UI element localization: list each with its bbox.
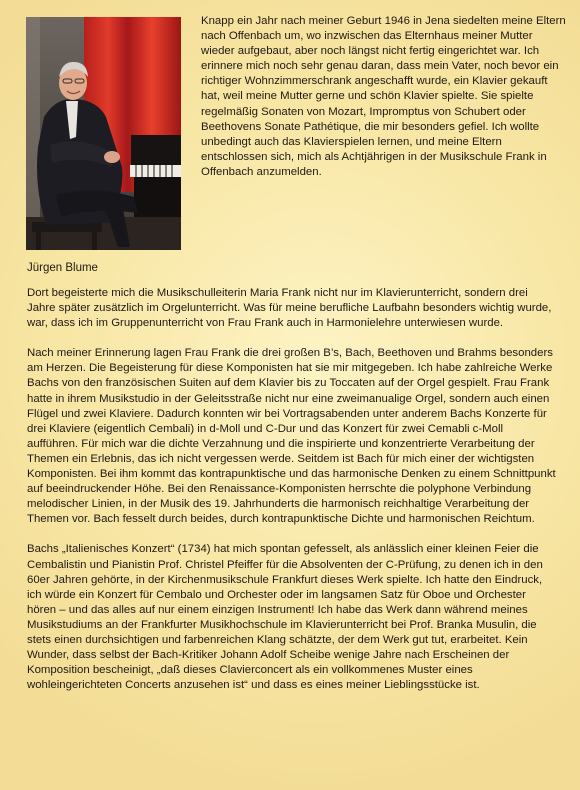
- body-paragraph-3: Bachs „Italienisches Konzert“ (1734) hat mich spontan gefesselt, als anlässlich einer kleinen Feier die Cembalistin und Pianistin Prof. Christel Pfeiffer für die Absolventen der C-Prüfung, zu denen ich in den 60er Jahren gehörte, in der Kirchenmusikschule Frankfurt dieses Werk spielte. Ich hatte den Eindruck, ich würde ein Konzert für Cembalo und Orchester oder im langsamen Satz für Oboe und Orchester hören – und das alles auf nur einem einzigen Instrument! Ich habe das Werk dann während meines Musikstudiums an der Frankfurter Musikhochschule im Klavierunterricht bei Prof. Branka Musulin, die stets einen durchsichtigen und farbenreichen Klang schätzte, der dem Werk gut tut, erarbeitet. Kein Wunder, dass selbst der Bach-Kritiker Johann Adolf Scheibe wenige Jahre nach Erscheinen der Komposition bescheinigt, „daß dieses Clavierconcert als ein vollkommenes Muster eines wohleingerichteten Concerts anzusehen ist“ und dass es eines meiner Lieblingsstücke ist.: [27, 543, 543, 692]
- photo-caption: Jürgen Blume: [27, 262, 98, 274]
- portrait-illustration: [26, 17, 181, 250]
- intro-paragraph: Knapp ein Jahr nach meiner Geburt 1946 in Jena siedelten meine Eltern nach Offenbach um, wo inzwischen das Elternhaus meiner Mutter wieder aufgebaut, aber noch längst nicht fertig eingerichtet war. Ich erinnere mich noch sehr genau daran, dass mein Vater, noch bevor ein richtiger Wohnzimmerschrank angeschafft wurde, ein Klavier gekauft hat, weil meine Mutter gerne und schön Klavier spielte. Sie spielte regelmäßig Sonaten von Mozart, Impromptus von Schubert oder Beethovens Sonate Pathétique, die mir besonders gefiel. Ich wollte unbedingt auch das Klavierspielen lernen, und meine Eltern entschlossen sich, mich als Achtjährigen in der Musikschule Frank in Offenbach anzumelden.: [201, 15, 566, 178]
- intro-text: [201, 14, 566, 180]
- body-paragraph-1: Dort begeisterte mich die Musikschulleiterin Maria Frank nicht nur im Klavierunterricht, sondern drei Jahre später zusätzlich im Orgelunterricht. Was für meine berufliche Laufbahn besonders wichtig wurde, war, dass ich im Gruppenunterricht von Frau Frank auch in Harmonielehre unterwiesen wurde.: [27, 287, 552, 330]
- body-paragraph-2: Nach meiner Erinnerung lagen Frau Frank die drei großen B’s, Bach, Beethoven und Brahms besonders am Herzen. Die Begeisterung für diese Komponisten hat sie mir mitgegeben. Ich habe zahlreiche Werke Bachs von den französischen Suiten auf dem Klavier bis zu Toccaten auf der Orgel gespielt. Frau Frank hatte in ihrem Musikstudio in der Geleitsstraße nicht nur eine zweimanualige Orgel, sondern auch einen Flügel und zwei Klaviere. Dadurch konnten wir bei Vortragsabenden unter anderem Bachs Konzerte für drei Klaviere (eigentlich Cembali) in d-Moll und C-Dur und das Konzert für zwei Cemabli c-Moll aufführen. Für mich war die dichte Verzahnung und die inspirierte und konzentrierte Verarbeitung der Themen ein Erlebnis, das ich nicht vergessen werde. Seitdem ist Bach für mich einer der wichtigsten Komponisten. Bei ihm kommt das kontrapunktische und das harmonische Denken zu einem Schnittpunkt auf beeindruckender Höhe. Bei den Renaissance-Komponisten herrschte die polyphone Verbindung melodischer Linien, in der Musik des 19. Jahrhunderts die harmonisch reichhaltige Verarbeitung der Themen vor. Bach fesselt durch beides, durch kontrapunktische Dichte und harmonischen Reichtum.: [27, 347, 556, 526]
- portrait-photo: [26, 17, 181, 250]
- article-body: [27, 286, 557, 693]
